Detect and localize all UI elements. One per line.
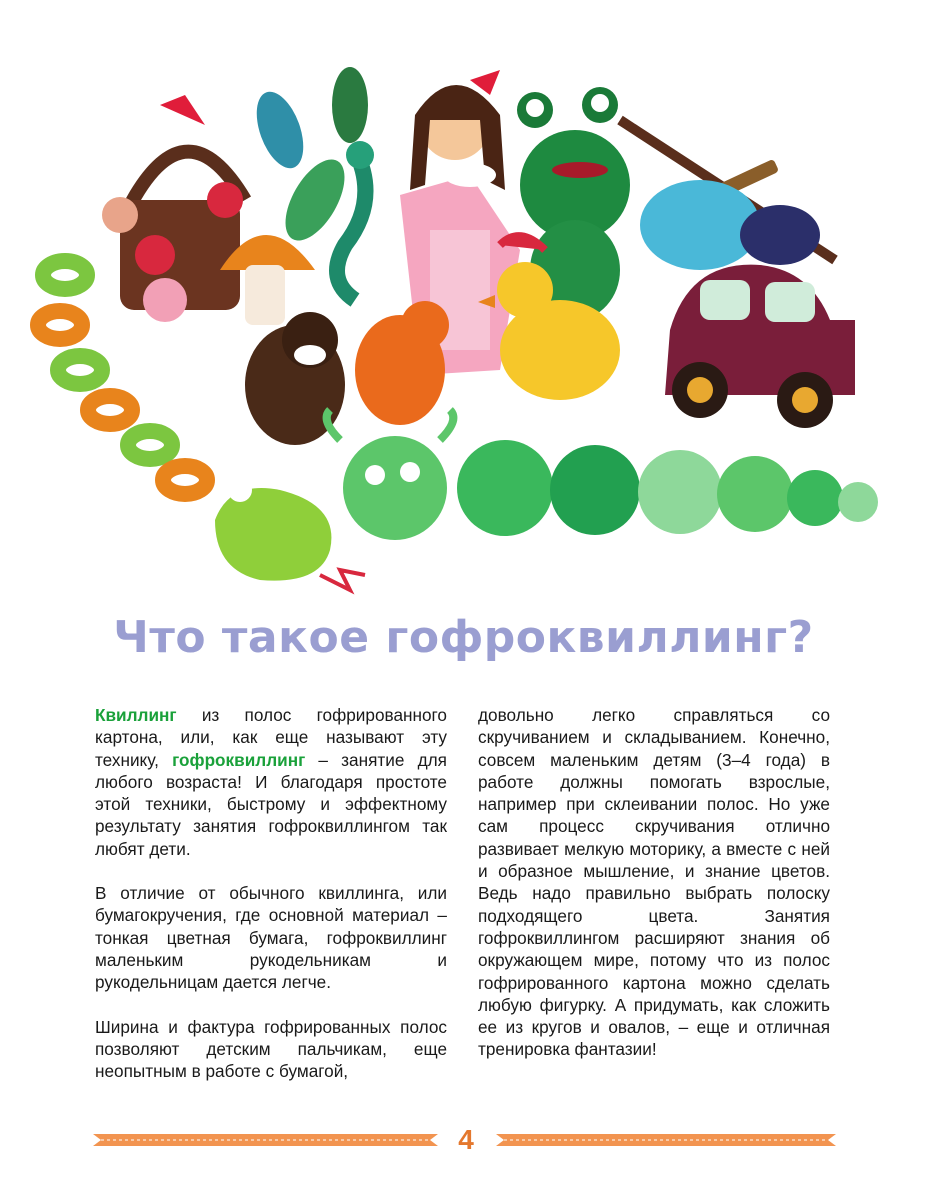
left-column — [95, 704, 447, 1104]
fox-figure — [355, 301, 449, 425]
paragraph: В отличие от обычного квиллинга, или бумагокручения, где основной материал – тонкая цветная бумага, гофроквиллинг маленьким рукодельникам и рукодельницам дается легче. — [95, 883, 447, 993]
car-figure — [665, 265, 855, 428]
page-footer — [0, 1124, 927, 1160]
page-number: 4 — [458, 1124, 474, 1155]
highlight-term: гофроквиллинг — [172, 749, 306, 770]
paragraph: Ширина и фактура гофрированных полос позволяют детским пальчикам, еще неопытным в работе с бумагой, — [95, 1016, 447, 1082]
highlight-term: Квиллинг — [95, 705, 177, 725]
paragraph-text: из полос гофрированного картона, или, как еще называют эту технику, — [95, 705, 447, 770]
page-title: Что такое гофроквиллинг? — [113, 612, 814, 663]
caterpillar-figure — [327, 410, 878, 540]
paragraph — [95, 704, 447, 860]
paragraph: довольно легко справляться со скручиванием и складыванием. Конечно, совсем маленьким детям (3–4 года) в работе должны помогать взрослые, например при склеивании полос. Но уже сам процесс скручивания отлично развивает мелкую моторику, а вместе с ней и образное мышление, и знание цветов. Ведь надо правильно выбрать полоску подходящего цвета. Занятия гофроквиллингом расширяют знания об окружающем мире, потому что из полос гофрированного картона можно сделать любую фигурку. А придумать, как сложить ее из кругов и овалов, – еще и отличная тренировка фантазии! — [478, 705, 830, 1060]
ribbon-left-decoration — [93, 1134, 438, 1146]
paragraph-text: – занятие для любого возраста! И благодаря простоте этой техники, быстрому и эффектному результату занятия гофроквиллингом так любят дети. — [95, 749, 447, 859]
ribbon-right-decoration — [496, 1134, 836, 1146]
helicopter-figure — [620, 120, 835, 270]
right-column — [478, 704, 830, 1083]
basket-figure — [102, 95, 245, 322]
snake-figure — [215, 450, 365, 590]
